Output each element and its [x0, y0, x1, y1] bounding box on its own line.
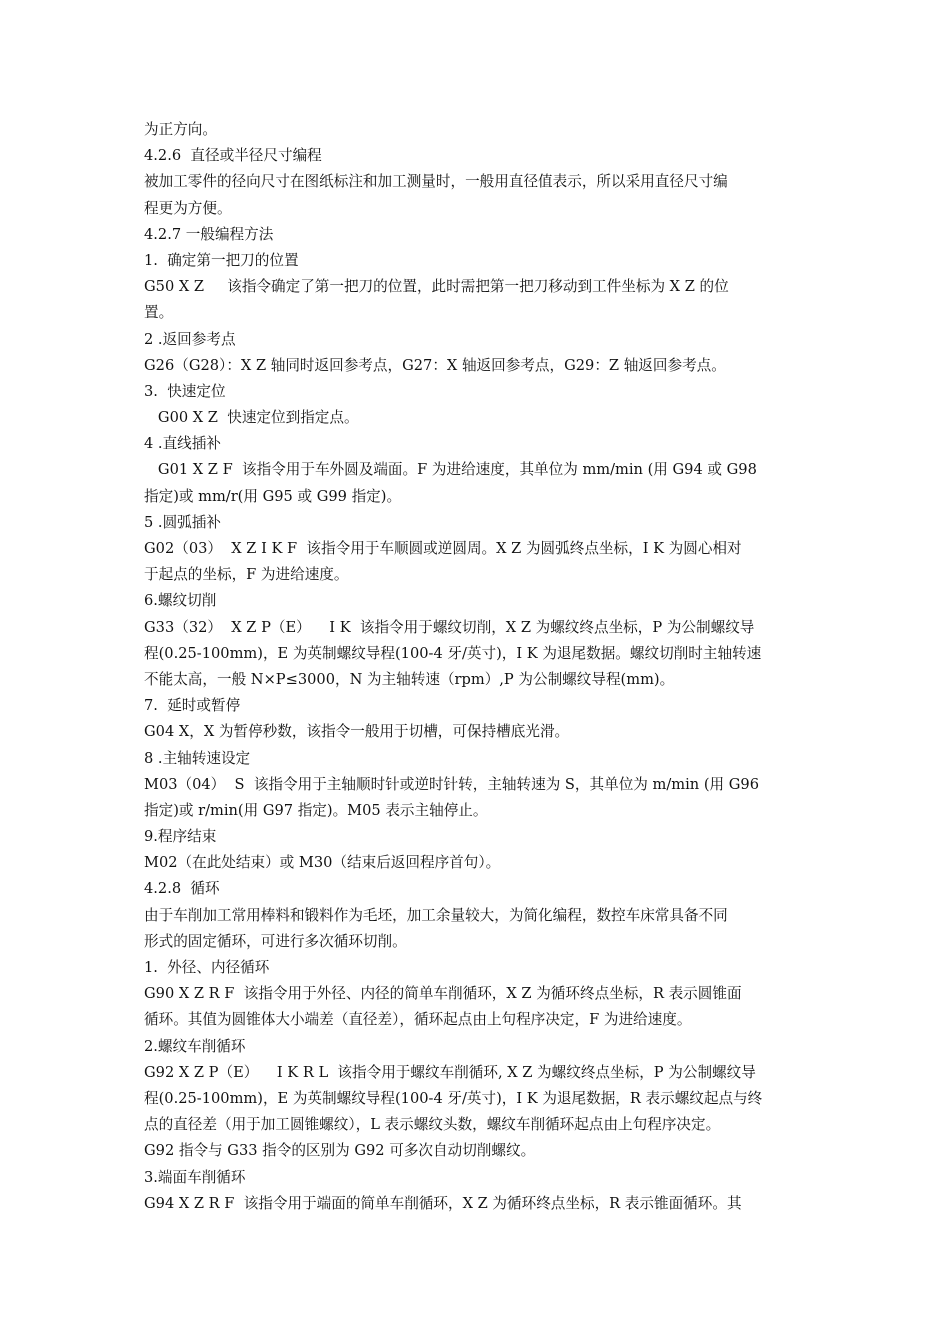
- text-line: G92 X Z P（E） I K R L 该指令用于螺纹车削循环, X Z 为螺纹终点坐标，P 为公制螺纹导: [144, 1063, 756, 1081]
- text-line: G92 指令与 G33 指令的区别为 G92 可多次自动切削螺纹。: [144, 1142, 536, 1160]
- text-line: G94 X Z R F 该指令用于端面的简单车削循环，X Z 为循环终点坐标，R 表示锥面循环。其: [144, 1194, 742, 1212]
- text-line: 4.2.7 一般编程方法: [144, 225, 274, 243]
- text-line: M03（04） S 该指令用于主轴顺时针或逆时针转，主轴转速为 S，其单位为 m/min (用 G96: [144, 775, 759, 793]
- text-line: 点的直径差（用于加工圆锥螺纹），L 表示螺纹头数，螺纹车削循环起点由上句程序决定。: [144, 1116, 721, 1134]
- text-line: G26（G28）：X Z 轴同时返回参考点，G27：X 轴返回参考点，G29：Z 轴返回参考点。: [144, 356, 726, 374]
- text-line: 4 .直线插补: [144, 435, 221, 453]
- text-line: 7. 延时或暂停: [144, 697, 241, 715]
- text-line: 指定)或 mm/r(用 G95 或 G99 指定)。: [144, 487, 402, 505]
- text-line: 为正方向。: [144, 121, 217, 138]
- text-line: 程更为方便。: [144, 199, 232, 217]
- text-line: 6.螺纹切削: [144, 592, 217, 610]
- text-line: 8 .主轴转速设定: [144, 749, 251, 767]
- text-line: G00 X Z 快速定位到指定点。: [144, 409, 359, 427]
- text-line: G33（32） X Z P（E） I K 该指令用于螺纹切削，X Z 为螺纹终点坐标，P 为公制螺纹导: [144, 618, 755, 636]
- document-page: [144, 117, 810, 1217]
- text-line: 被加工零件的径向尺寸在图纸标注和加工测量时，一般用直径值表示，所以采用直径尺寸编: [144, 173, 728, 191]
- text-line: M02（在此处结束）或 M30（结束后返回程序首句）。: [144, 854, 501, 872]
- text-line: 3.端面车削循环: [144, 1168, 246, 1186]
- text-line: 形式的固定循环，可进行多次循环切削。: [144, 932, 407, 950]
- text-line: 2 .返回参考点: [144, 330, 236, 348]
- text-line: 4.2.6 直径或半径尺寸编程: [144, 147, 322, 165]
- text-line: 程(0.25-100mm)，E 为英制螺纹导程(100-4 牙/英寸)，I K 为退尾数据。螺纹切削时主轴转速: [144, 644, 762, 662]
- text-line: G90 X Z R F 该指令用于外径、内径的简单车削循环，X Z 为循环终点坐标，R 表示圆锥面: [144, 985, 742, 1003]
- text-line: 程(0.25-100mm)，E 为英制螺纹导程(100-4 牙/英寸)，I K 为退尾数据，R 表示螺纹起点与终: [144, 1089, 763, 1107]
- text-line: G02（03） X Z I K F 该指令用于车顺圆或逆圆周。X Z 为圆弧终点坐标，I K 为圆心相对: [144, 540, 742, 557]
- text-line: 3. 快速定位: [144, 382, 226, 400]
- text-line: G01 X Z F 该指令用于车外圆及端面。F 为进给速度，其单位为 mm/min (用 G94 或 G98: [144, 461, 757, 479]
- text-line: 于起点的坐标，F 为进给速度。: [144, 566, 349, 584]
- text-line: 4.2.8 循环: [144, 880, 220, 898]
- text-line: G04 X，X 为暂停秒数，该指令一般用于切槽，可保持槽底光滑。: [144, 723, 570, 741]
- text-line: 9.程序结束: [144, 828, 217, 846]
- text-line: G50 X Z 该指令确定了第一把刀的位置，此时需把第一把刀移动到工件坐标为 X Z 的位: [144, 278, 729, 296]
- text-line: 由于车削加工常用棒料和锻料作为毛坯，加工余量较大，为简化编程，数控车床常具备不同: [144, 906, 728, 924]
- text-line: 2.螺纹车削循环: [144, 1037, 246, 1055]
- text-line: 循环。其值为圆锥体大小端差（直径差），循环起点由上句程序决定，F 为进给速度。: [144, 1011, 692, 1029]
- text-line: 5 .圆弧插补: [144, 513, 221, 531]
- text-line: 指定)或 r/min(用 G97 指定)。M05 表示主轴停止。: [144, 801, 488, 819]
- text-line: 置。: [144, 304, 174, 322]
- text-line: 不能太高，一般 N×P≤3000，N 为主轴转速（rpm）,P 为公制螺纹导程(mm)。: [144, 670, 675, 688]
- text-line: 1. 外径、内径循环: [144, 959, 270, 976]
- text-line: 1. 确定第一把刀的位置: [144, 251, 299, 269]
